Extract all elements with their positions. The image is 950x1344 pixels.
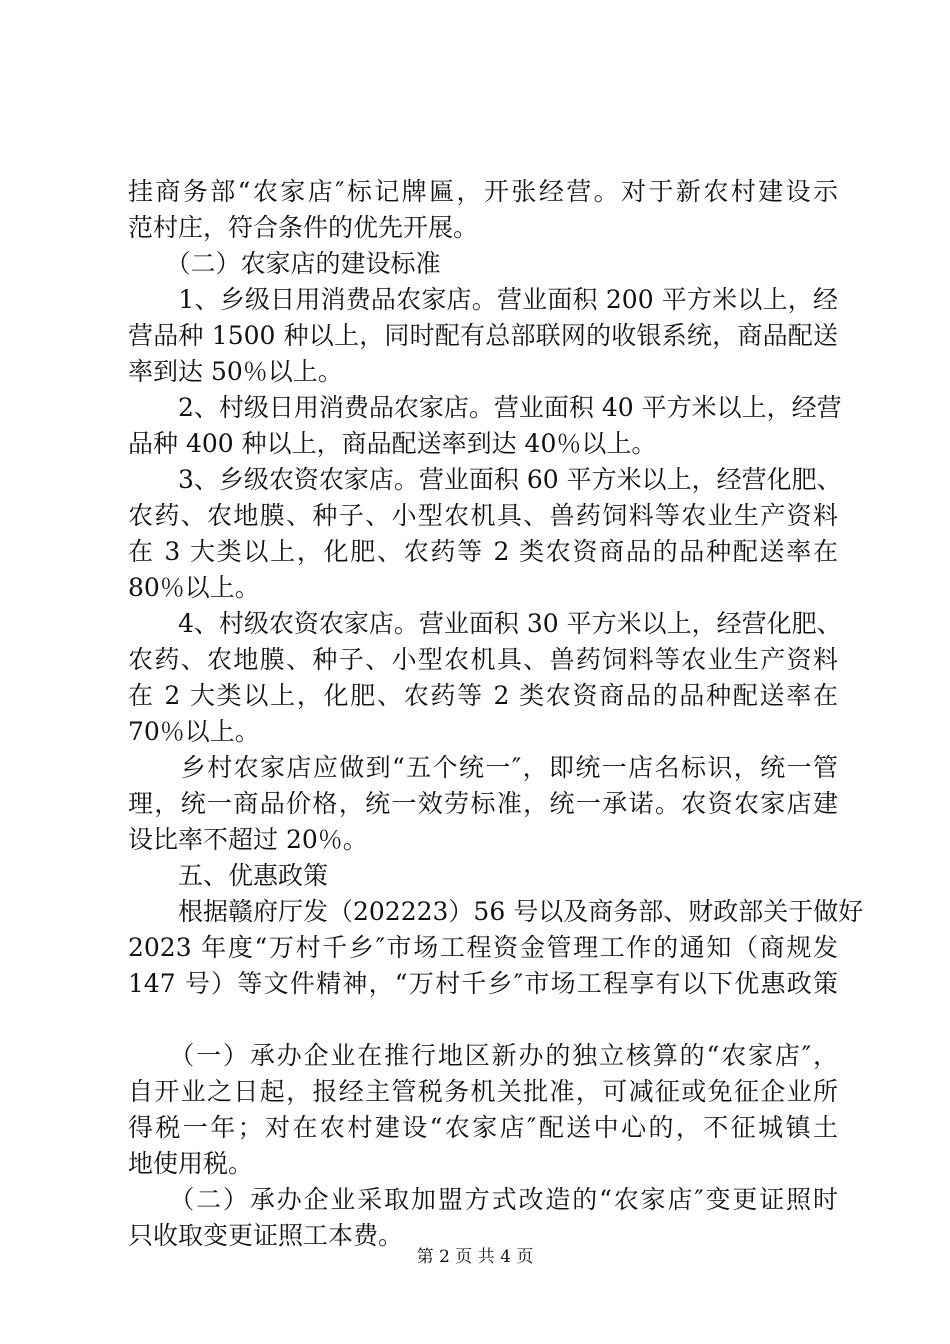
text-line: （一）承办企业在推行地区新办的独立核算的“农家店″， bbox=[128, 1041, 838, 1070]
text-line: 3、乡级农资农家店。营业面积 60 平方米以上，经营化肥、 bbox=[128, 465, 842, 494]
text-line: 范村庄，符合条件的优先开展。 bbox=[128, 213, 479, 242]
text-line: 在 2 大类以上，化肥、农药等 2 类农资商品的品种配送率在 bbox=[128, 681, 838, 710]
text-line: 乡村农家店应做到“五个统一″，即统一店名标识，统一管 bbox=[128, 753, 838, 782]
text-line: 4、村级农资农家店。营业面积 30 平方米以上，经营化肥、 bbox=[128, 609, 842, 638]
text-line: 地使用税。 bbox=[128, 1149, 254, 1178]
text-line: 农药、农地膜、种子、小型农机具、兽药饲料等农业生产资料 bbox=[128, 501, 838, 530]
text-line: 70％以上。 bbox=[128, 717, 260, 746]
section-heading: 五、优惠政策 bbox=[128, 861, 329, 890]
section-heading: （二）农家店的建设标准 bbox=[128, 249, 441, 278]
text-line: 根据赣府厅发（202223）56 号以及商务部、财政部关于做好 bbox=[128, 897, 864, 926]
text-line: 自开业之日起，报经主管税务机关批准，可减征或免征企业所 bbox=[128, 1077, 838, 1106]
text-line: 设比率不超过 20％。 bbox=[128, 825, 368, 854]
text-line: 2、村级日用消费品农家店。营业面积 40 平方米以上，经营 bbox=[128, 393, 842, 422]
text-line: 在 3 大类以上，化肥、农药等 2 类农资商品的品种配送率在 bbox=[128, 537, 838, 566]
text-line: 只收取变更证照工本费。 bbox=[128, 1221, 404, 1250]
page-number-footer: 第 2 页 共 4 页 bbox=[416, 1247, 534, 1267]
text-line: 营品种 1500 种以上，同时配有总部联网的收银系统，商品配送 bbox=[128, 321, 838, 350]
text-line: （二）承办企业采取加盟方式改造的“农家店″变更证照时 bbox=[128, 1185, 838, 1214]
text-line: 得税一年；对在农村建设“农家店″配送中心的，不征城镇土 bbox=[128, 1113, 838, 1142]
text-line: 2023 年度“万村千乡″市场工程资金管理工作的通知（商规发 bbox=[128, 933, 838, 962]
text-line: 挂商务部“农家店″标记牌匾，开张经营。对于新农村建设示 bbox=[128, 177, 838, 206]
text-line: 80％以上。 bbox=[128, 573, 260, 602]
text-line: 品种 400 种以上，商品配送率到达 40％以上。 bbox=[128, 429, 657, 458]
text-line: 率到达 50％以上。 bbox=[128, 357, 343, 386]
text-line: 农药、农地膜、种子、小型农机具、兽药饲料等农业生产资料 bbox=[128, 645, 838, 674]
text-line: 1、乡级日用消费品农家店。营业面积 200 平方米以上，经 bbox=[128, 285, 838, 314]
text-line: 理，统一商品价格，统一效劳标准，统一承诺。农资农家店建 bbox=[128, 789, 838, 818]
text-line: 147 号）等文件精神，“万村千乡″市场工程享有以下优惠政策 bbox=[128, 969, 838, 998]
